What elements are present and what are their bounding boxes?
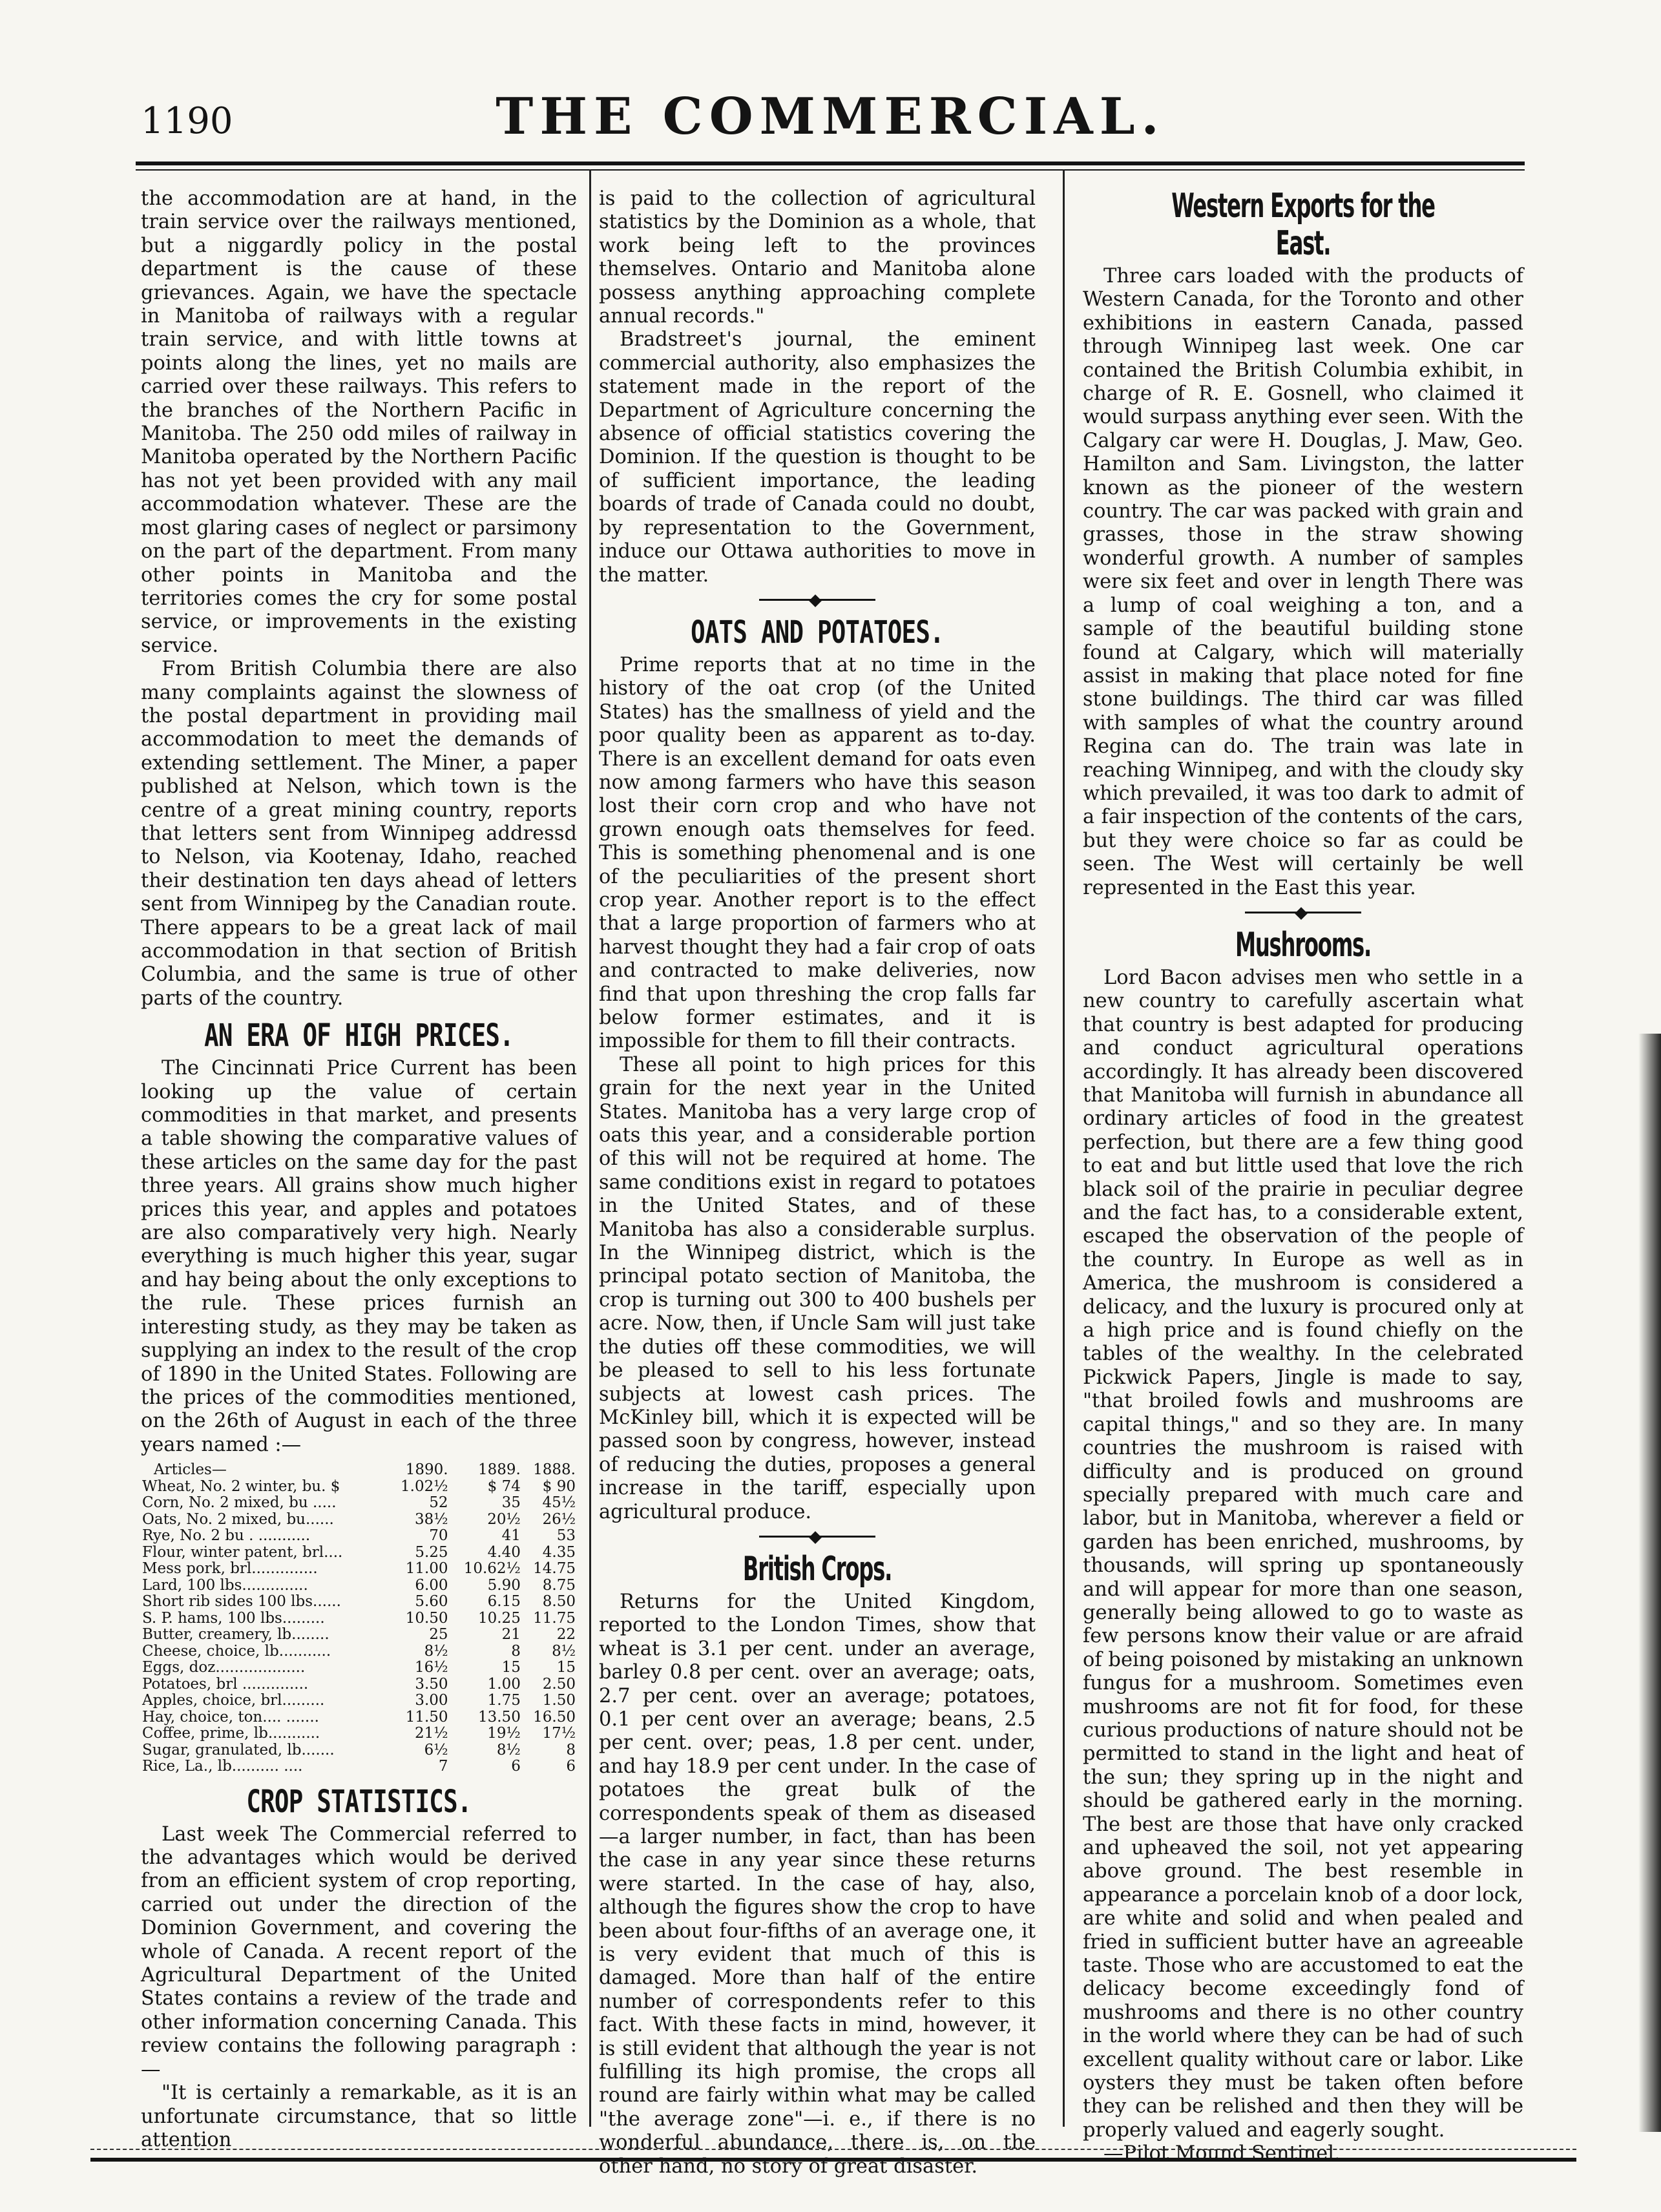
table-cell: 10.50 xyxy=(405,1609,448,1627)
article-paragraph: The Cincinnati Price Current has been looking up the value of certain commodities in that market, and presents a table showing the comparative values of these articles on the same day for the past three years. All grains show much higher prices this year, and apples and potatoes are also comparatively very high. Nearly everything is much higher this year, sugar and hay being about the only exceptions to the rule. These prices furnish an interesting study, as they may be taken as supplying an index to the result of the crop of 1890 in the United States. Following are the prices of the commodities mentioned, on the 26th of August in each of the three years named :— xyxy=(141,1057,577,1456)
table-cell: S. P. hams, 100 lbs......... xyxy=(142,1609,325,1627)
table-row xyxy=(141,1709,577,1726)
table-cell: 13.50 xyxy=(477,1708,521,1726)
heading-western-exports: Western Exports for the East. xyxy=(1171,187,1435,263)
column-middle xyxy=(599,187,1036,2178)
table-cell: 8.50 xyxy=(542,1593,576,1611)
table-cell: Sugar, granulated, lb....... xyxy=(142,1741,335,1758)
table-row xyxy=(141,1758,577,1775)
table-cell: $ 90 xyxy=(542,1477,576,1495)
header-rule xyxy=(136,162,1525,165)
heading-crop-statistics: CROP STATISTICS. xyxy=(246,1783,472,1820)
column-divider-2 xyxy=(1063,169,1065,2127)
table-cell: 5.25 xyxy=(415,1543,448,1561)
table-cell: 8 xyxy=(566,1741,576,1758)
table-row xyxy=(141,1578,577,1594)
table-row xyxy=(141,1726,577,1742)
table-row xyxy=(141,1742,577,1759)
table-cell: 8½ xyxy=(552,1642,576,1660)
table-cell: 6.15 xyxy=(487,1593,521,1611)
table-cell: 17½ xyxy=(542,1725,576,1742)
section-ornament-rule xyxy=(759,1536,875,1544)
footer-rule-thin xyxy=(90,2149,1576,2150)
table-row xyxy=(141,1643,577,1660)
table-cell: 22 xyxy=(556,1626,576,1643)
table-cell: Rye, No. 2 bu . ........... xyxy=(142,1527,311,1545)
section-ornament-rule xyxy=(1245,912,1361,920)
table-cell: 11.75 xyxy=(533,1609,576,1627)
table-cell: 70 xyxy=(429,1527,448,1545)
article-paragraph: Lord Bacon advises men who settle in a new country to carefully ascertain what that country is best adapted for producing and conduct agricultural operations accordingly. It has already been discovered that Manitoba will furnish in abundance all ordinary articles of food in the greatest perfection, but there are a few thing good to eat and but little used that love the rich black soil of the prairie in peculiar degree and the fact has, to a considerable extent, escaped the observation of the people of the country. In Europe as well as in America, the mushroom is considered a delicacy, and the luxury is procured only at a high price and is found chiefly on the tables of the wealthy. In the celebrated Pickwick Papers, Jingle is made to say, "that broiled fowls and mushrooms are capital things," and so they are. In many countries the mushroom is raised with difficulty and is produced on ground specially prepared with much care and labor, but in Manitoba, wherever a field or garden has been enriched, mushrooms, by thousands, will spring up spontaneously and will appear for more than one season, generally being allowed to go to waste as few persons know their value or are afraid of being poisoned by mistaking an unknown fungus for a mushroom. Sometimes even mushrooms are not fit for food, for these curious productions of nature should not be permitted to stand in the light and heat of the sun; they spring up in the night and should be gathered early in the morning. The best are those that have only cracked and upheaved the soil, not yet appearing above ground. The best resemble in appearance a porcelain knob of a door lock, are white and solid and when pealed and fried in sufficient butter have an agreeable taste. Those who are accustomed to eat the delicacy become exceedingly fond of mushrooms and there is no other country in the world where they can be had of such excellent quality without care or labor. Like oysters they must be taken often before they can be relished and then they will be properly valued and eagerly sought. xyxy=(1083,966,1523,2142)
table-cell: 8 xyxy=(511,1642,521,1660)
table-cell: Lard, 100 lbs.............. xyxy=(142,1576,308,1594)
table-cell: Rice, La., lb.......... .... xyxy=(142,1758,303,1775)
table-cell: 16.50 xyxy=(533,1708,576,1726)
table-row xyxy=(141,1479,577,1496)
table-cell: 21½ xyxy=(415,1725,448,1742)
footer-rule xyxy=(90,2158,1576,2162)
table-cell: 53 xyxy=(556,1527,576,1545)
table-cell: 6 xyxy=(511,1758,521,1775)
table-cell: Wheat, No. 2 winter, bu. $ xyxy=(142,1477,340,1495)
table-cell: $ 74 xyxy=(487,1477,521,1495)
table-row xyxy=(141,1594,577,1611)
page-number: 1190 xyxy=(141,100,233,142)
heading-british-crops: British Crops. xyxy=(742,1549,892,1589)
article-paragraph: Three cars loaded with the products of Western Canada, for the Toronto and other exhibitions in eastern Canada, passed through Winnipeg last week. One car contained the British Columbia exhibit, in charge of R. E. Gosnell, who claimed it would surpass anything ever seen. With the Calgary car were H. Douglas, J. Maw, Geo. Hamilton and Sam. Livingston, the latter known as the pioneer of the western country. The car was packed with grain and grasses, those in the straw showing wonderful growth. A number of samples were six feet and over in length There was a lump of coal weighing a ton, and a sample of the beautiful building stone found at Calgary, which will materially assist in making that place noted for fine stone buildings. The third car was filled with samples of what the country around Regina can do. The train was late in reaching Winnipeg, and with the cloudy sky which prevailed, it was too dark to admit of a fair inspection of the contents of the cars, but they were choice so far as could be seen. The West will certainly be well represented in the East this year. xyxy=(1083,265,1523,899)
table-cell: 11.50 xyxy=(405,1708,448,1726)
table-row xyxy=(141,1627,577,1643)
table-cell: Hay, choice, ton.... ....... xyxy=(142,1708,319,1726)
table-row xyxy=(141,1561,577,1578)
table-cell: 15 xyxy=(556,1659,576,1676)
article-paragraph: These all point to high prices for this grain for the next year in the United States. Manitoba has a very large crop of oats this year, and a considerable portion of this will not be required at home. The same conditions exist in regard to potatoes in the United States, and of these Manitoba has also a considerable surplus. In the Winnipeg district, which is the principal potato section of Manitoba, the crop is turning out 300 to 400 bushels per acre. Now, then, if Uncle Sam will just take the duties off these commodities, we will be pleased to sell to his less fortunate subjects at lowest cash prices. The McKinley bill, which it is expected will be passed soon by congress, however, instead of reducing the duties, proposes a general increase in the tariff, especially upon agricultural produce. xyxy=(599,1053,1036,1523)
table-row xyxy=(141,1660,577,1676)
table-cell: 26½ xyxy=(542,1510,576,1528)
table-cell: 3.50 xyxy=(415,1675,448,1693)
table-cell: 4.35 xyxy=(542,1543,576,1561)
table-cell: 5.90 xyxy=(487,1576,521,1594)
column-right xyxy=(1083,187,1523,2165)
article-paragraph: Prime reports that at no time in the history of the oat crop (of the United States) has the smallness of yield and the poor quality been as apparent as to-day. There is an excellent demand for oats even now among farmers who have this season lost their corn crop and who have not grown enough oats themselves for feed. This is something phenomenal and is one of the peculiarities of the present short crop year. Another report is to the effect that a large proportion of farmers who at harvest thought they had a fair crop of oats and contracted to make deliveries, now find that upon threshing the crop falls far below former estimates, and it is impossible for them to fill their contracts. xyxy=(599,653,1036,1053)
article-paragraph: "It is certainly a remarkable, as it is an unfortunate circumstance, that so little attention xyxy=(141,2082,577,2151)
table-cell: 5.60 xyxy=(415,1593,448,1611)
table-row xyxy=(141,1693,577,1709)
table-header: 1890. xyxy=(405,1461,448,1479)
table-cell: Potatoes, brl .............. xyxy=(142,1675,309,1693)
table-cell: Short rib sides 100 lbs...... xyxy=(142,1593,341,1611)
article-signoff: —Pilot Mound Sentinel. xyxy=(1103,2142,1341,2165)
page-edge-shadow xyxy=(1638,1034,1661,2132)
table-cell: Cheese, choice, lb........... xyxy=(142,1642,331,1660)
table-cell: Corn, No. 2 mixed, bu ..... xyxy=(142,1494,337,1512)
table-cell: 2.50 xyxy=(542,1675,576,1693)
table-cell: 14.75 xyxy=(533,1560,576,1578)
table-cell: Flour, winter patent, brl.... xyxy=(142,1543,343,1561)
table-cell: 4.40 xyxy=(487,1543,521,1561)
article-paragraph: Last week The Commercial referred to the advantages which would be derived from an efficient system of crop reporting, carried out under the direction of the Dominion Government, and covering the whole of Canada. A recent report of the Agricultural Department of the United States contains a review of the trade and other information concerning Canada. This review contains the following paragraph :— xyxy=(141,1822,577,2081)
table-cell: 41 xyxy=(501,1527,521,1545)
table-cell: 1.50 xyxy=(542,1692,576,1709)
table-cell: 6 xyxy=(566,1758,576,1775)
table-cell: Oats, No. 2 mixed, bu...... xyxy=(142,1510,334,1528)
article-paragraph: Bradstreet's journal, the eminent commercial authority, also emphasizes the statement made in the report of the Department of Agriculture concerning the absence of official statistics covering the Dominion. If the question is thought to be of sufficient importance, the leading boards of trade of Canada could no doubt, by representation to the Government, induce our Ottawa authorities to move in the matter. xyxy=(599,328,1036,587)
table-header: Articles— xyxy=(154,1461,227,1479)
table-cell: 38½ xyxy=(415,1510,448,1528)
heading-high-prices: AN ERA OF HIGH PRICES. xyxy=(204,1017,514,1054)
table-cell: Mess pork, brl.............. xyxy=(142,1560,318,1578)
table-row xyxy=(141,1676,577,1693)
table-cell: 45½ xyxy=(542,1494,576,1512)
table-header: 1889. xyxy=(477,1461,521,1479)
section-ornament-rule xyxy=(759,599,875,607)
column-left xyxy=(141,187,577,2151)
table-cell: 20½ xyxy=(487,1510,521,1528)
table-row xyxy=(141,1611,577,1627)
table-cell: 10.25 xyxy=(477,1609,521,1627)
table-cell: 11.00 xyxy=(405,1560,448,1578)
article-paragraph: From British Columbia there are also many complaints against the slowness of the postal department in providing mail accommodation to meet the demands of extending settlement. The Miner, a paper published at Nelson, which town is the centre of a great mining country, reports that letters sent from Winnipeg addressd to Nelson, via Kootenay, Idaho, reached their destination ten days ahead of letters sent from Winnipeg by the Canadian route. There appears to be a great lack of mail accommodation in that section of British Columbia, and the same is true of other parts of the country. xyxy=(141,658,577,1010)
table-cell: Coffee, prime, lb........... xyxy=(142,1725,320,1742)
table-cell: 8.75 xyxy=(542,1576,576,1594)
table-cell: 6.00 xyxy=(415,1576,448,1594)
article-paragraph: Returns for the United Kingdom, reported to the London Times, show that wheat is 3.1 per cent. under an average, barley 0.8 per cent. over an average; oats, 2.7 per cent. over an average; potatoes, 0.1 per cent over an average; beans, 2.5 per cent. over; peas, 1.8 per cent. under, and hay 18.9 per cent under. In the case of potatoes the great bulk of the correspondents speak of them as diseased—a larger number, in fact, than has been the case in any year since these returns were started. In the case of hay, also, although the figures show the crop to have been about four-fifths of an average one, it is very evident that much of this is damaged. More than half of the entire number of correspondents refer to this fact. With these facts in mind, however, it is still evident that although the year is not fulfilling its high promise, the crops all round are fairly within what may be called "the average zone"—i. e., if there is no wonderful abundance, there is, on the other hand, no story of great disaster. xyxy=(599,1590,1036,2178)
table-cell: 35 xyxy=(501,1494,521,1512)
column-divider-1 xyxy=(589,169,591,2127)
table-row xyxy=(141,1528,577,1545)
table-cell: Eggs, doz................... xyxy=(142,1659,306,1676)
table-row xyxy=(141,1545,577,1561)
table-cell: Butter, creamery, lb........ xyxy=(142,1626,329,1643)
price-table xyxy=(141,1462,577,1775)
table-cell: 16½ xyxy=(415,1659,448,1676)
heading-oats-potatoes: OATS AND POTATOES. xyxy=(691,614,944,651)
table-row xyxy=(141,1512,577,1529)
table-cell: 7 xyxy=(438,1758,448,1775)
table-row xyxy=(141,1495,577,1512)
table-cell: 15 xyxy=(501,1659,521,1676)
table-cell: 3.00 xyxy=(415,1692,448,1709)
table-cell: 21 xyxy=(501,1626,521,1643)
table-cell: 52 xyxy=(429,1494,448,1512)
table-cell: 1.02½ xyxy=(401,1477,448,1495)
table-header: 1888. xyxy=(533,1461,576,1479)
table-cell: Apples, choice, brl......... xyxy=(142,1692,325,1709)
table-header-row xyxy=(141,1462,577,1479)
article-paragraph: is paid to the collection of agricultural statistics by the Dominion as a whole, that work being left to the provinces themselves. Ontario and Manitoba alone possess anything approaching complete annual records." xyxy=(599,187,1036,328)
table-cell: 6½ xyxy=(424,1741,448,1758)
heading-mushrooms: Mushrooms. xyxy=(1235,925,1372,965)
table-cell: 8½ xyxy=(496,1741,521,1758)
article-paragraph: the accommodation are at hand, in the train service over the railways mentioned, but a niggardly policy in the postal department is the cause of these grievances. Again, we have the spectacle in Manitoba of railways with a regular train service, and with little towns at points along the lines, yet no mails are carried over these railways. This refers to the branches of the Northern Pacific in Manitoba. The 250 odd miles of railway in Manitoba operated by the Northern Pacific has not yet been provided with any mail accommodation whatever. These are the most glaring cases of neglect or parsimony on the part of the department. From many other points in Manitoba and the territories comes the cry for some postal service, or improvements in the existing service. xyxy=(141,187,577,657)
table-cell: 1.00 xyxy=(487,1675,521,1693)
table-cell: 10.62½ xyxy=(463,1560,521,1578)
masthead-title: THE COMMERCIAL. xyxy=(496,87,1165,146)
table-cell: 25 xyxy=(429,1626,448,1643)
table-cell: 1.75 xyxy=(487,1692,521,1709)
table-cell: 19½ xyxy=(487,1725,521,1742)
header-rule-thin xyxy=(136,169,1525,171)
table-cell: 8½ xyxy=(424,1642,448,1660)
